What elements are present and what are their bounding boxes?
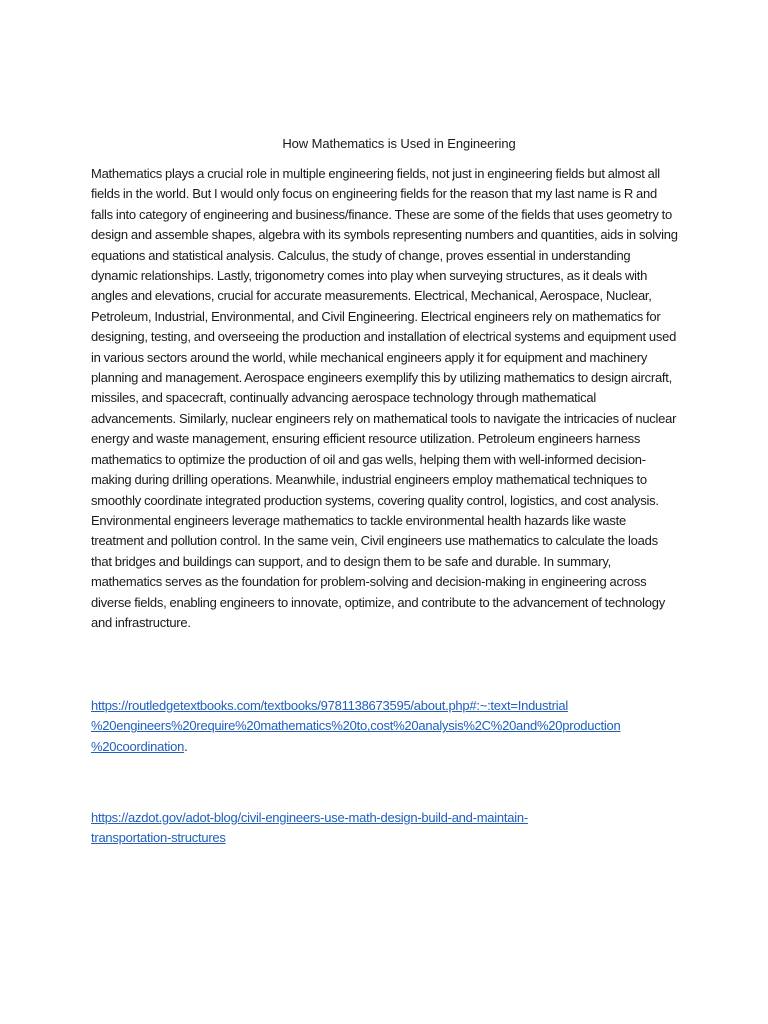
reference-link-1-line-1: https://routledgetextbooks.com/textbooks/9781138673595/about.php#:~:text=Industrial [91,698,568,713]
document-title: How Mathematics is Used in Engineering [282,136,516,151]
body-paragraph: Mathematics plays a crucial role in multiple engineering fields, not just in engineering fields but almost all fields in the world. But I would only focus on engineering fields for the reason that my last name is R and falls into category of engineering and business/finance. These are some of the fields that uses geometry to design and assemble shapes, algebra with its symbols representing numbers and quantities, aids in solving equations and statistical analysis. Calculus, the study of change, proves essential in understanding dynamic relationships. Lastly, trigonometry comes into play when surveying structures, as it deals with angles and elevations, crucial for accurate measurements. Electrical, Mechanical, Aerospace, Nuclear, Petroleum, Industrial, Environmental, and Civil Engineering. Electrical engineers rely on mathematics for designing, testing, and overseeing the production and installation of electrical systems and equipment used in various sectors around the world, while mechanical engineers apply it for equipment and machinery planning and management. Aerospace engineers exemplify this by utilizing mathematics to design aircraft, missiles, and spacecraft, continually advancing aerospace technology through mathematical advancements. Similarly, nuclear engineers rely on mathematical tools to navigate the intricacies of nuclear energy and waste management, ensuring efficient resource utilization. Petroleum engineers harness mathematics to optimize the production of oil and gas wells, helping them with well-informed decision-making during drilling operations. Meanwhile, industrial engineers employ mathematical techniques to smoothly coordinate integrated production systems, covering quality control, logistics, and cost analysis. Environmental engineers leverage mathematics to tackle environmental health hazards like waste treatment and pollution control. In the same vein, Civil engineers use mathematics to calculate the loads that bridges and buildings can support, and to design them to be safe and durable. In summary, mathematics serves as the foundation for problem-solving and decision-making in engineering across diverse fields, enabling engineers to innovate, optimize, and contribute to the advancement of technology and infrastructure. [91,166,678,630]
reference-link-1-period: . [184,738,188,754]
reference-link-2-line-2: transportation-structures [91,830,226,846]
reference-link-1[interactable] [91,696,679,754]
reference-link-2-block [91,808,679,849]
reference-link-1-block [91,696,679,757]
reference-link-2-line-1: https://azdot.gov/adot-blog/civil-engineers-use-math-design-build-and-maintain- [91,810,528,825]
reference-link-1-line-3: %20coordination [91,738,185,754]
reference-link-2[interactable] [91,808,679,849]
reference-link-1-line-2: %20engineers%20require%20mathematics%20to,cost%20analysis%2C%20and%20production [91,718,621,734]
